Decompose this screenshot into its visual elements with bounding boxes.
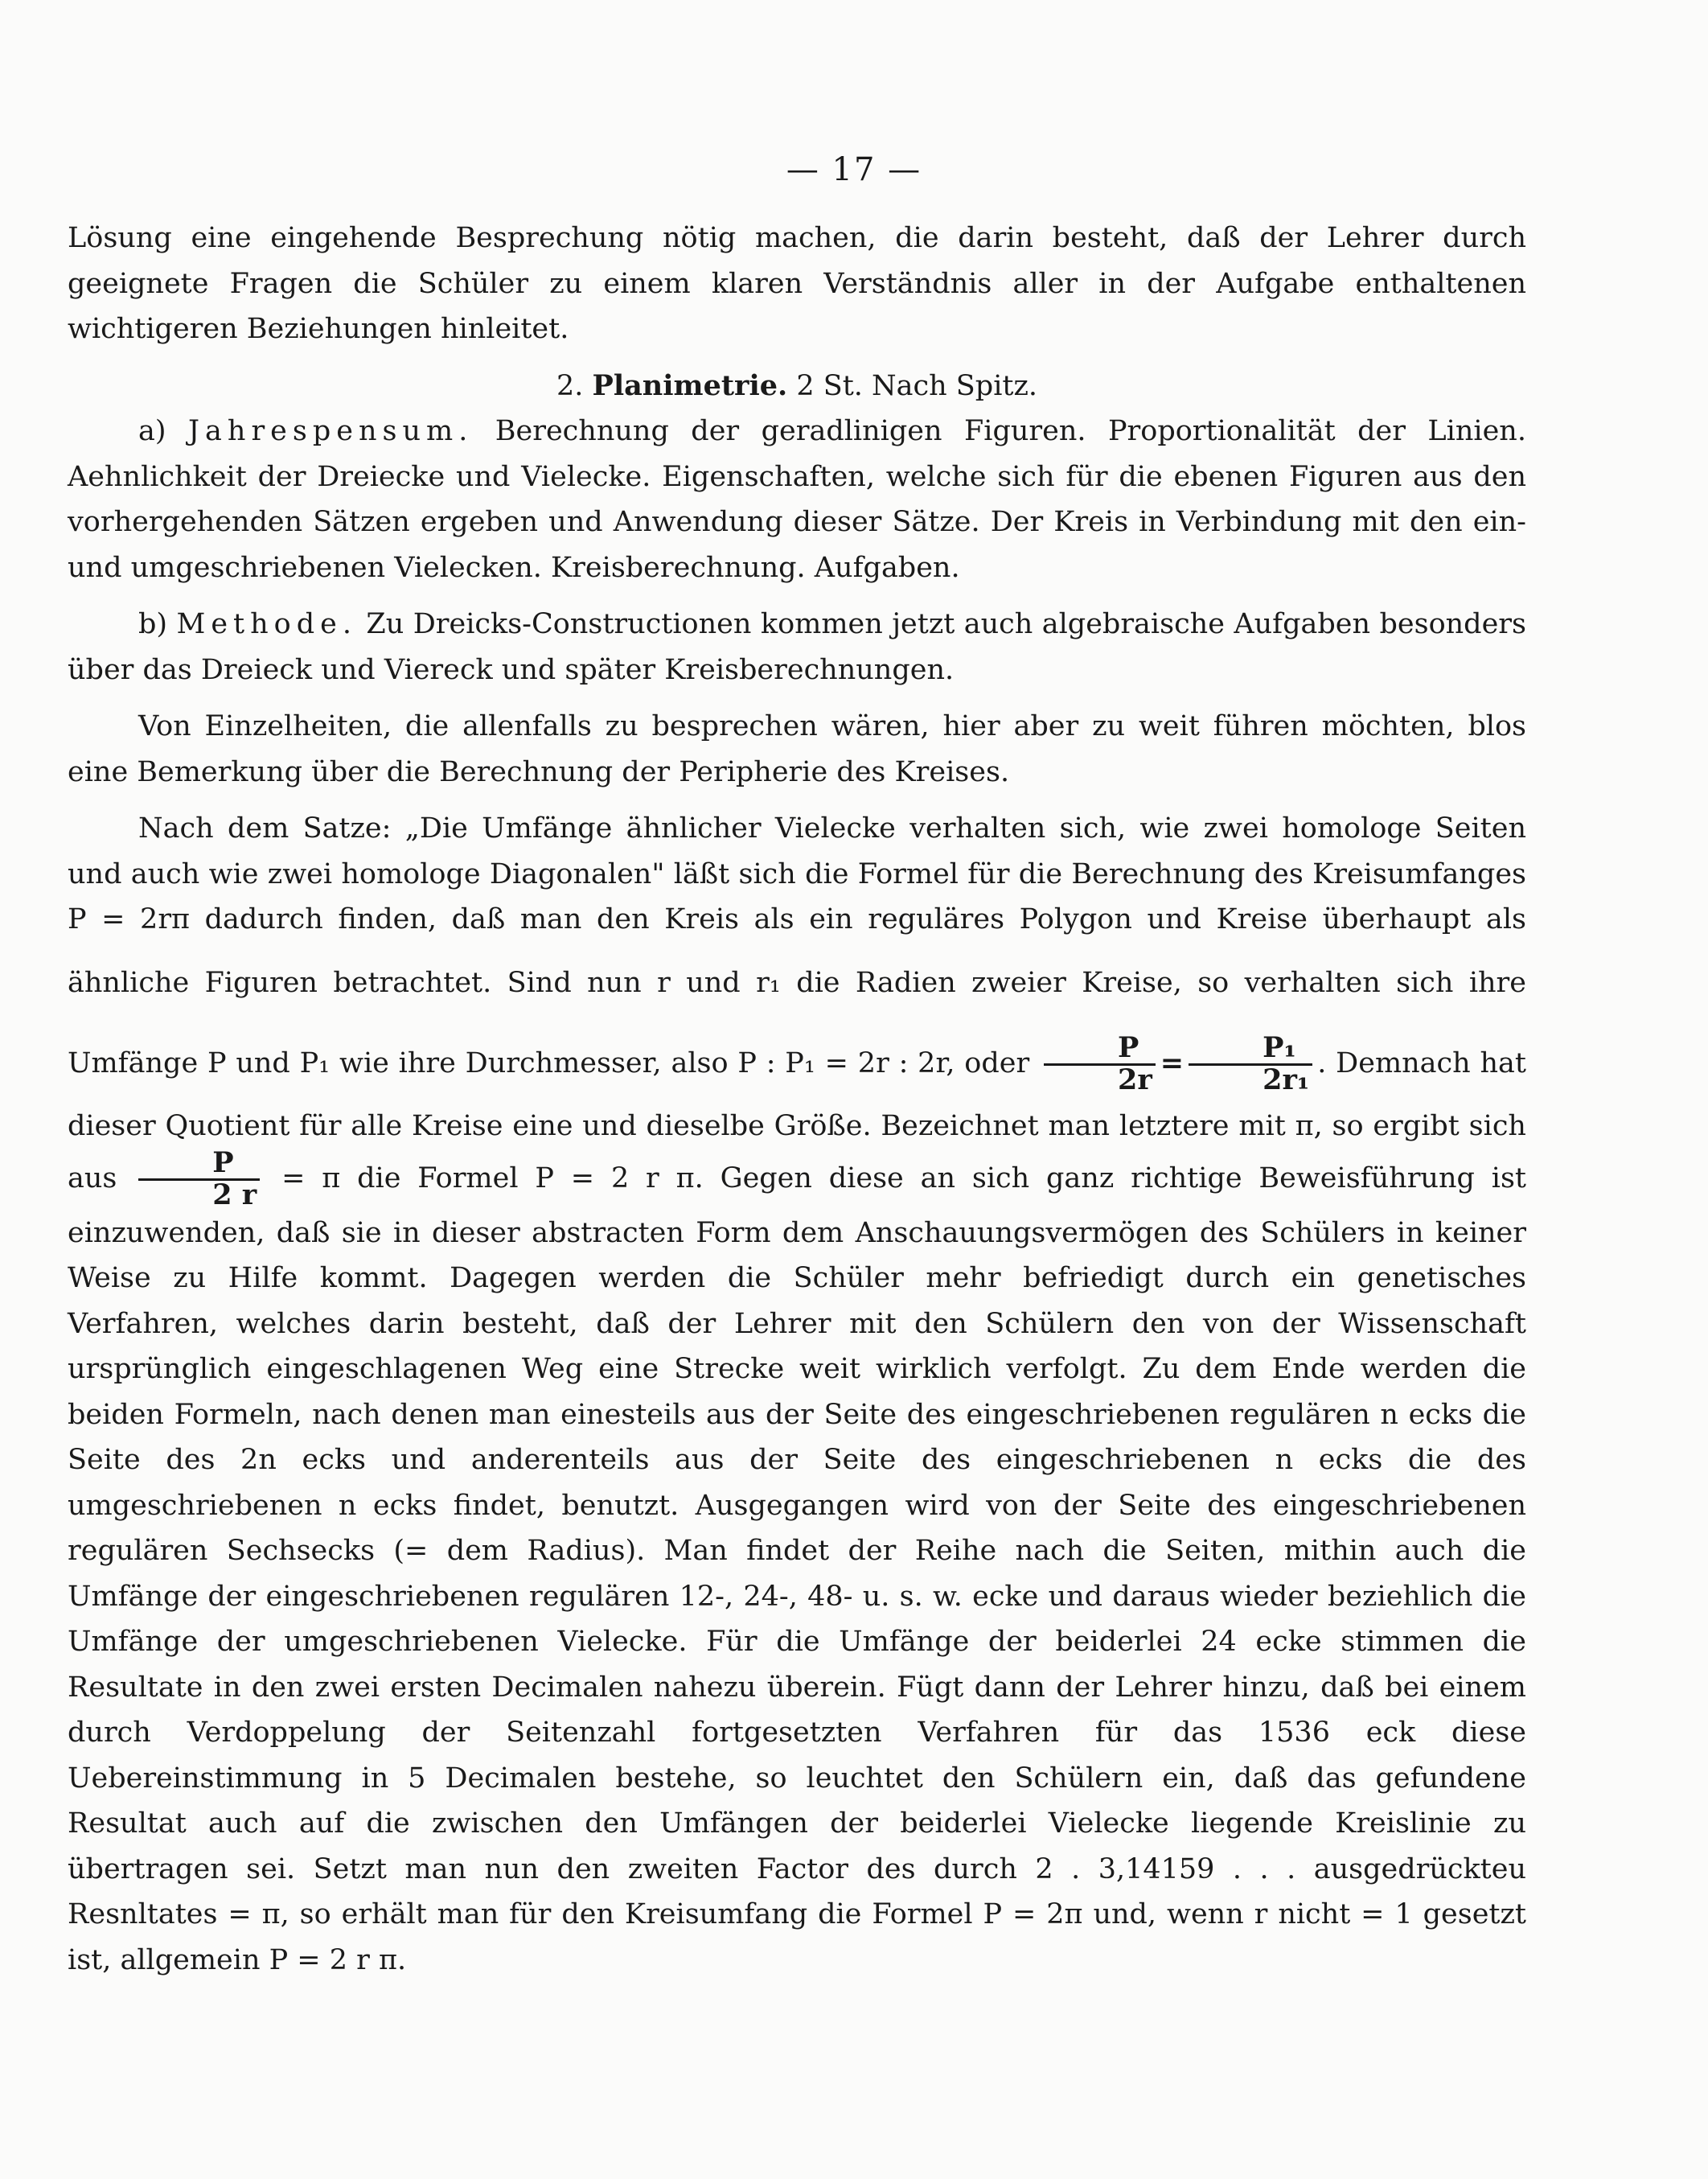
heading-number: 2. xyxy=(556,369,584,402)
kreis-text-5a: sich aus xyxy=(68,1109,1526,1194)
kreis-text-6: einzuwenden, daß sie in dieser abstracten Form dem Anschauungsvermögen des Schülers in keiner Weise zu Hilfe kommt. Dagegen werden die Schüler mehr befriedigt durch ein genetisches Verfahren, welches darin besteht, daß der Lehrer mit den Schülern den von der Wissenschaft ursprünglich eingeschlagenen Weg eine Strecke weit wirklich verfolgt. Zu dem Ende werden die beiden Formeln, nach denen man einesteils aus der Seite des eingeschriebenen regulären n ecks die Seite des 2n ecks und anderenteils aus der Seite des eingeschriebenen n ecks die des umgeschriebenen n ecks findet, benutzt. Ausgegangen wird von der Seite des eingeschriebenen regulären Sechsecks (= dem Radius). Man findet der Reihe nach die Seiten, mithin auch die Umfänge der eingeschriebenen regulären 12-, 24-, 48- u. s. w. ecke und daraus wieder beziehlich die Umfänge der umgeschriebenen Vielecke. Für die Umfänge der beiderlei 24 ecke stimmen die Resultate in den zwei ersten Decimalen nahezu überein. Fügt dann der Lehrer hinzu, daß bei einem durch Verdoppelung der Seitenzahl fortgesetzten Verfahren für das 1536 eck diese Uebereinstimmung in 5 Decimalen bestehe, so leuchtet den Schülern ein, daß das gefundene Resultat auch auf die zwischen den Umfängen der beiderlei Vielecke liegende Kreislinie zu übertragen sei. Setzt man nun den zweiten Factor des durch 2 . 3,14159 . . . ausgedrückteu Resnltates = π, so erhält man für den Kreisumfang die Formel P = 2π und, wenn r nicht = 1 gesetzt ist, allgemein P = 2 r π. xyxy=(68,1216,1526,1976)
paragraph-intro: Lösung eine eingehende Besprechung nötig machen, die darin besteht, daß der Lehrer durch geeignete Fragen die Schüler zu einem klaren Verständnis aller in der Aufgabe enthaltenen wichtigeren Beziehungen hinleitet. xyxy=(68,222,1526,345)
kreis-text-2: ihre Umfänge P und P₁ wie ihre Durchmesser, also P : P₁ = 2r : 2r, oder xyxy=(68,966,1526,1079)
paragraph-jahrespensum xyxy=(68,409,1526,590)
paragraph-kreisumfang xyxy=(68,806,1526,1983)
fraction-denominator: 2r₁ xyxy=(1263,1063,1310,1096)
fraction-numerator: P xyxy=(1044,1034,1156,1066)
fraction-denominator: 2r xyxy=(1118,1063,1152,1096)
kreis-text-5b: = π die Formel P = 2 r π. Gegen diese an sich ganz richtige Beweisführung ist xyxy=(281,1161,1526,1194)
item-a-label: a) xyxy=(138,415,166,447)
heading-rest: 2 St. Nach Spitz. xyxy=(796,369,1038,402)
item-a-text: Berechnung der geradlinigen Figuren. Proportionalität der Linien. Aehnlichkeit der Dreiecke und Vielecke. Eigenschaften, welche sich für die ebenen Figuren aus den vorhergehenden Sätzen ergeben und Anwendung dieser Sätze. Der Kreis in Verbindung mit den ein- und umgeschriebenen Vielecken. Kreisberechnung. Aufgaben. xyxy=(68,415,1526,584)
kreis-text-4: hat dieser Quotient für alle Kreise eine und dieselbe Größe. Bezeichnet man letztere mit π, so ergibt xyxy=(68,1046,1526,1142)
page-number: — 17 — xyxy=(786,151,922,188)
item-b-label: b) xyxy=(138,608,168,640)
page-body xyxy=(68,216,1526,1983)
kreis-text-1: Nach dem Satze: „Die Umfänge ähnlicher Vielecke verhalten sich, wie zwei homologe Seiten und auch wie zwei homologe Diagonalen" läßt sich die Formel für die Berechnung des Kreisumfanges P = 2rπ dadurch finden, daß man den Kreis als ein reguläres Polygon und Kreise überhaupt als ähnliche Figuren betrachtet. Sind nun r und r₁ die Radien zweier Kreise, so verhalten sich xyxy=(68,812,1526,999)
item-a-spaced-term: Jahrespensum. xyxy=(188,415,474,447)
fraction-denominator: 2 r xyxy=(212,1178,257,1211)
section-heading xyxy=(68,364,1526,409)
paragraph-methode xyxy=(68,602,1526,693)
fraction-numerator: P₁ xyxy=(1189,1034,1312,1066)
fraction-p-over-2r xyxy=(1044,1030,1156,1096)
item-b-spaced-term: Methode. xyxy=(176,608,357,640)
equals-sign: = xyxy=(1160,1046,1185,1079)
item-b-text: Zu Dreicks-Constructionen kommen jetzt auch algebraische Aufgaben besonders über das Dreieck und Viereck und später Kreisberechnungen. xyxy=(68,608,1526,686)
paragraph-einzelheiten: Von Einzelheiten, die allenfalls zu besprechen wären, hier aber zu weit führen möchten, blos eine Bemerkung über die Berechnung der Peripherie des Kreises. xyxy=(68,710,1526,788)
fraction-p1-over-2r1 xyxy=(1189,1030,1312,1096)
fraction-p-over-2-r xyxy=(138,1146,260,1211)
kreis-text-3: . Demnach xyxy=(1317,1046,1471,1079)
fraction-numerator: P xyxy=(138,1149,260,1181)
heading-title: Planimetrie. xyxy=(592,368,788,402)
